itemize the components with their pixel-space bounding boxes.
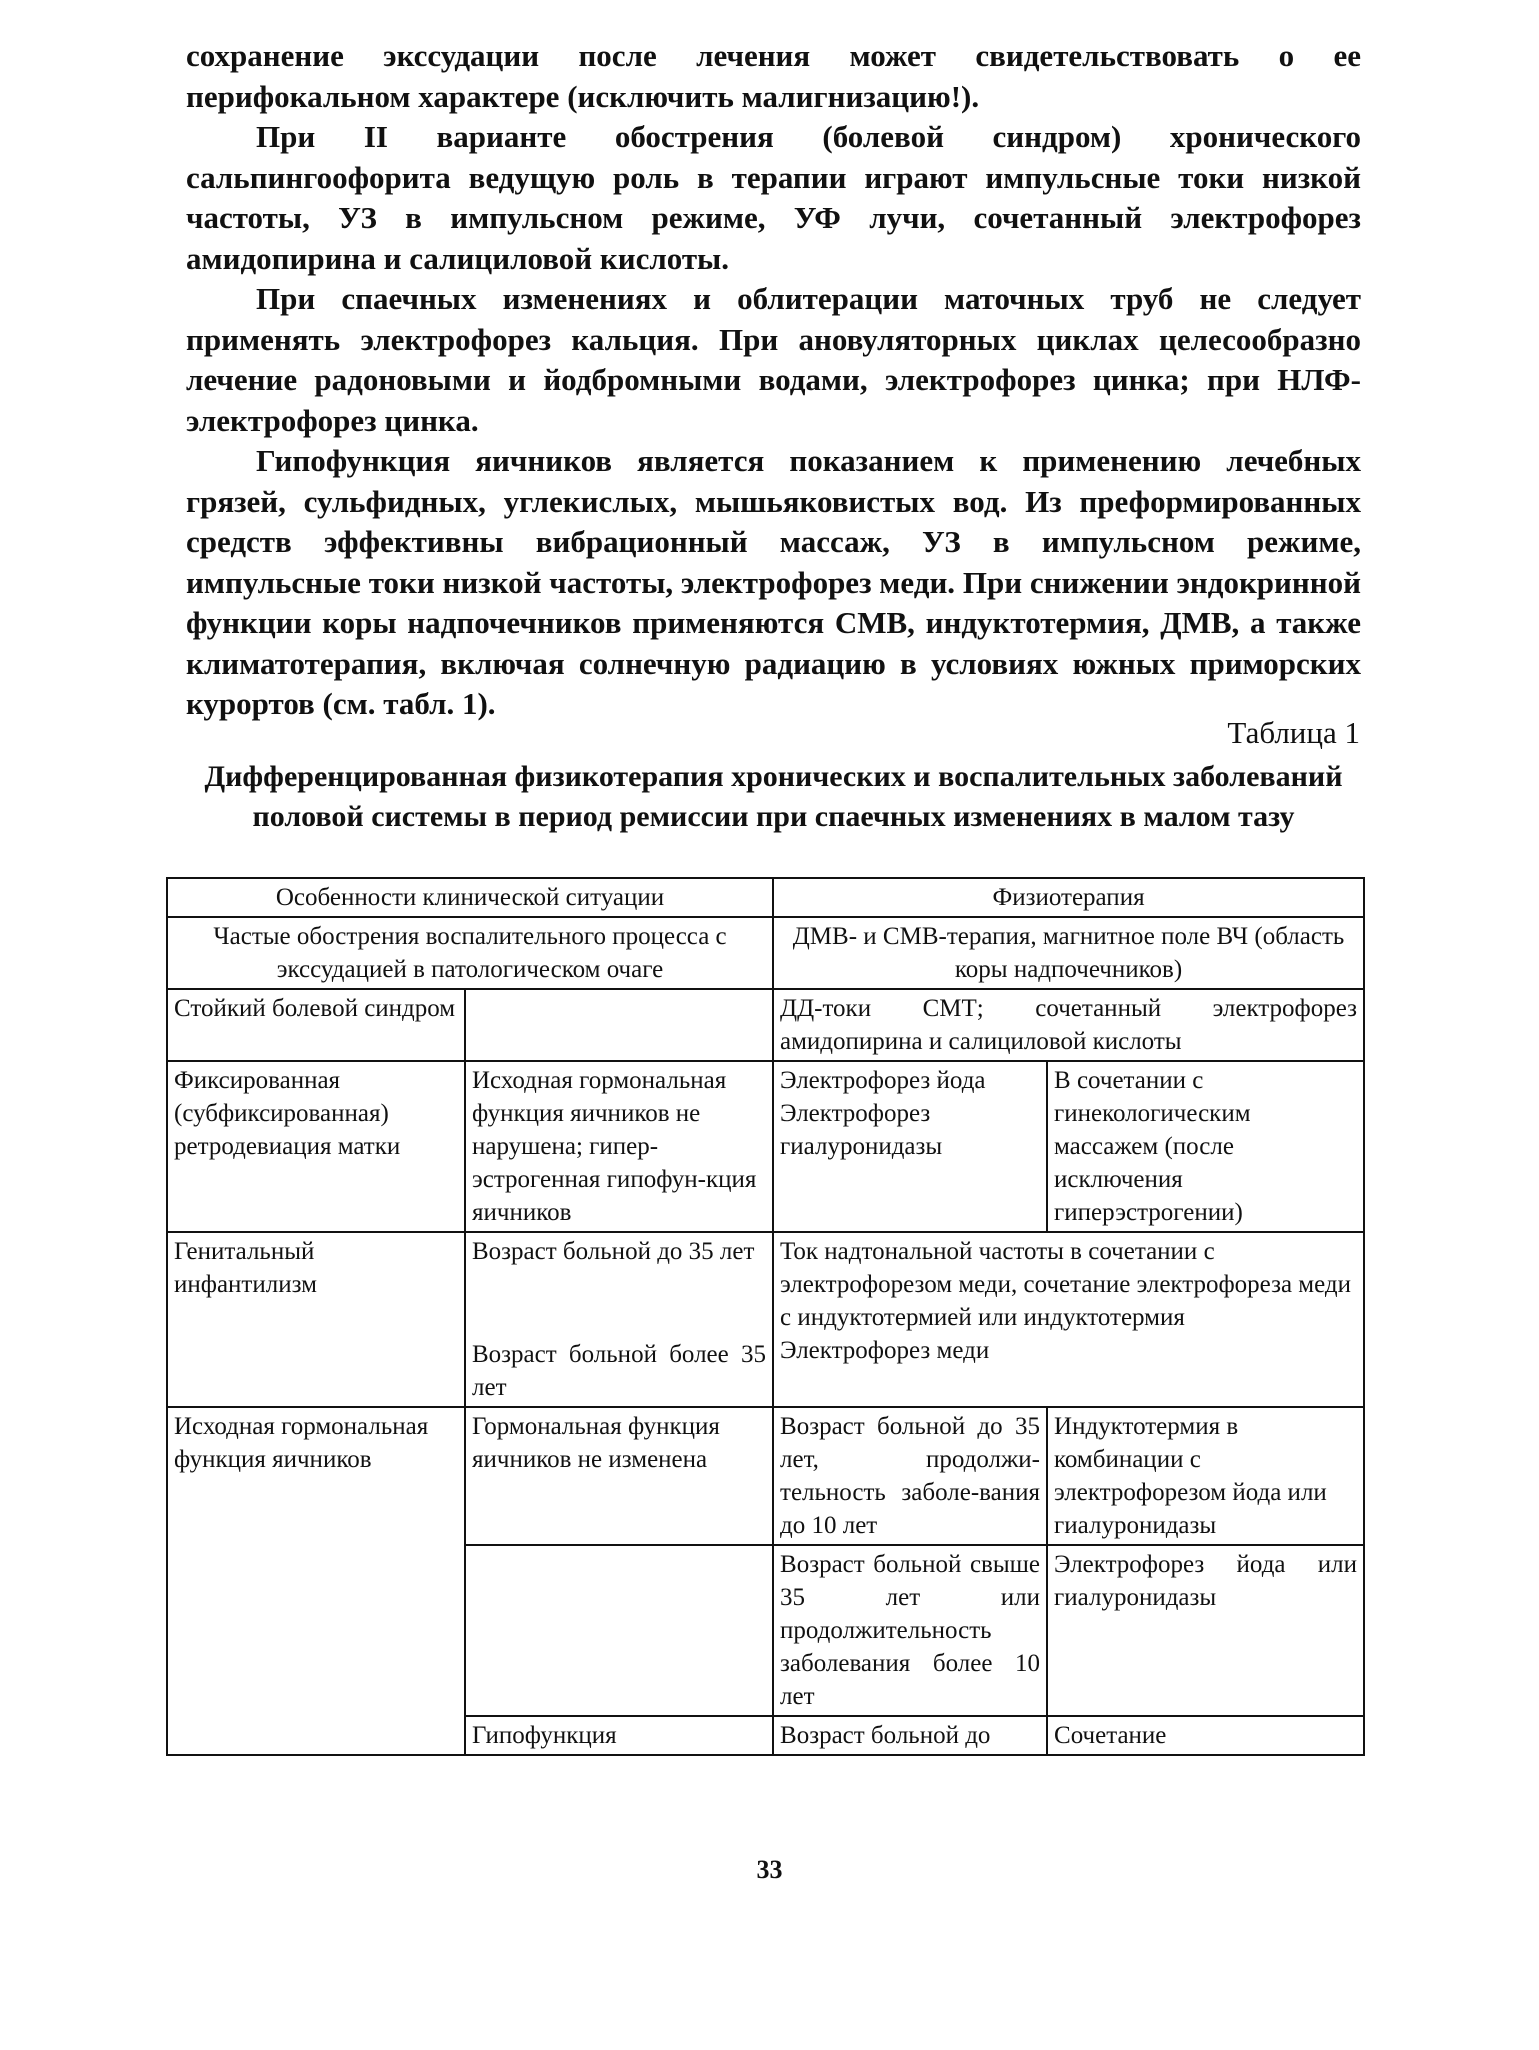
table-cell: Гормональная функция яичников не изменена xyxy=(465,1407,773,1545)
table-cell: В сочетании с гинекологическим массажем (после исключения гиперэстрогении) xyxy=(1047,1061,1364,1232)
paragraph-2: При II варианте обострения (болевой синдром) хронического сальпингоофорита ведущую роль в терапии играют импульсные токи низкой частоты, УЗ в импульсном режиме, УФ лучи, сочетанный электрофорез амидопирина и салициловой кислоты. xyxy=(186,119,1361,276)
table-cell: ДМВ- и СМВ-терапия, магнитное поле ВЧ (область коры надпочечников) xyxy=(773,917,1364,989)
table-cell: Возраст больной свыше 35 лет или продолжительность заболевания более 10 лет xyxy=(773,1545,1047,1716)
page-number: 33 xyxy=(756,1855,783,1884)
table-cell: Исходная гормональная функция яичников не нарушена; гипер-эстрогенная гипофун-кция яичников xyxy=(465,1061,773,1232)
table-label: Таблица 1 xyxy=(1227,715,1360,750)
cell-line: Возраст больной до 35 лет xyxy=(472,1238,755,1265)
table-cell: Фиксированная (субфиксированная) ретродевиация матки xyxy=(167,1061,465,1232)
table-cell: Электрофорез йода Электрофорез гиалуронидазы xyxy=(773,1061,1047,1232)
table-cell: Возраст больной до xyxy=(773,1716,1047,1755)
table-row xyxy=(167,989,1364,1061)
paragraph-3: При спаечных изменениях и облитерации маточных труб не следует применять электрофорез кальция. При ановуляторных циклах целесообразно лечение радоновыми и йодбромными водами, электрофорез цинка; при НЛФ-электрофорез цинка. xyxy=(186,281,1361,438)
table-cell: Частые обострения воспалительного процесса с экссудацией в патологическом очаге xyxy=(167,917,773,989)
table-row xyxy=(167,1407,1364,1545)
cell-line: Электрофорез меди xyxy=(780,1337,990,1364)
table-cell: Стойкий болевой синдром xyxy=(167,989,465,1061)
table-row xyxy=(167,917,1364,989)
paragraph-1: сохранение экссудации после лечения может свидетельствовать о ее перифокальном характере (исключить малигнизацию!). xyxy=(186,38,1361,114)
table-cell xyxy=(465,1545,773,1716)
cell-line: Ток надтональной частоты в сочетании с электрофорезом меди, сочетание электрофореза меди с индуктотермией или индуктотермия xyxy=(780,1238,1351,1331)
table-cell xyxy=(465,989,773,1061)
table-cell: Исходная гормональная функция яичников xyxy=(167,1407,465,1755)
table-row xyxy=(167,1232,1364,1407)
table-row xyxy=(167,1061,1364,1232)
table-cell: Возраст больной до 35 лет, продолжи-тельность заболе-вания до 10 лет xyxy=(773,1407,1047,1545)
table-cell: Генитальный инфантилизм xyxy=(167,1232,465,1407)
cell-line: Возраст больной более 35 лет xyxy=(472,1341,767,1401)
table-cell: Электрофорез йода или гиалуронидазы xyxy=(1047,1545,1364,1716)
paragraph-4: Гипофункция яичников является показанием к применению лечебных грязей, сульфидных, углекислых, мышьяковистых вод. Из преформированных средств эффективны вибрационный массаж, УЗ в импульсном режиме, импульсные токи низкой частоты, электрофорез меди. При снижении эндокринной функции коры надпочечников применяются СМВ, индуктотермия, ДМВ, а также климатотерапия, включая солнечную радиацию в условиях южных приморских курортов (см. табл. 1). xyxy=(186,443,1361,721)
table-cell: Индуктотермия в комбинации с электрофорезом йода или гиалуронидазы xyxy=(1047,1407,1364,1545)
table-cell: Сочетание xyxy=(1047,1716,1364,1755)
header-clinical-situation: Особенности клинической ситуации xyxy=(167,878,773,917)
body-text xyxy=(186,36,1361,725)
header-physiotherapy: Физиотерапия xyxy=(773,878,1364,917)
table-header-row xyxy=(167,878,1364,917)
table-cell: ДД-токи СМТ; сочетанный электрофорез амидопирина и салициловой кислоты xyxy=(773,989,1364,1061)
physiotherapy-table xyxy=(166,877,1365,1756)
table-title: Дифференцированная физикотерапия хронических и воспалительных заболеваний половой системы в период ремиссии при спаечных изменениях в малом тазу xyxy=(204,760,1343,833)
table-cell xyxy=(465,1232,773,1407)
table-cell xyxy=(773,1232,1364,1407)
table-cell: Гипофункция xyxy=(465,1716,773,1755)
